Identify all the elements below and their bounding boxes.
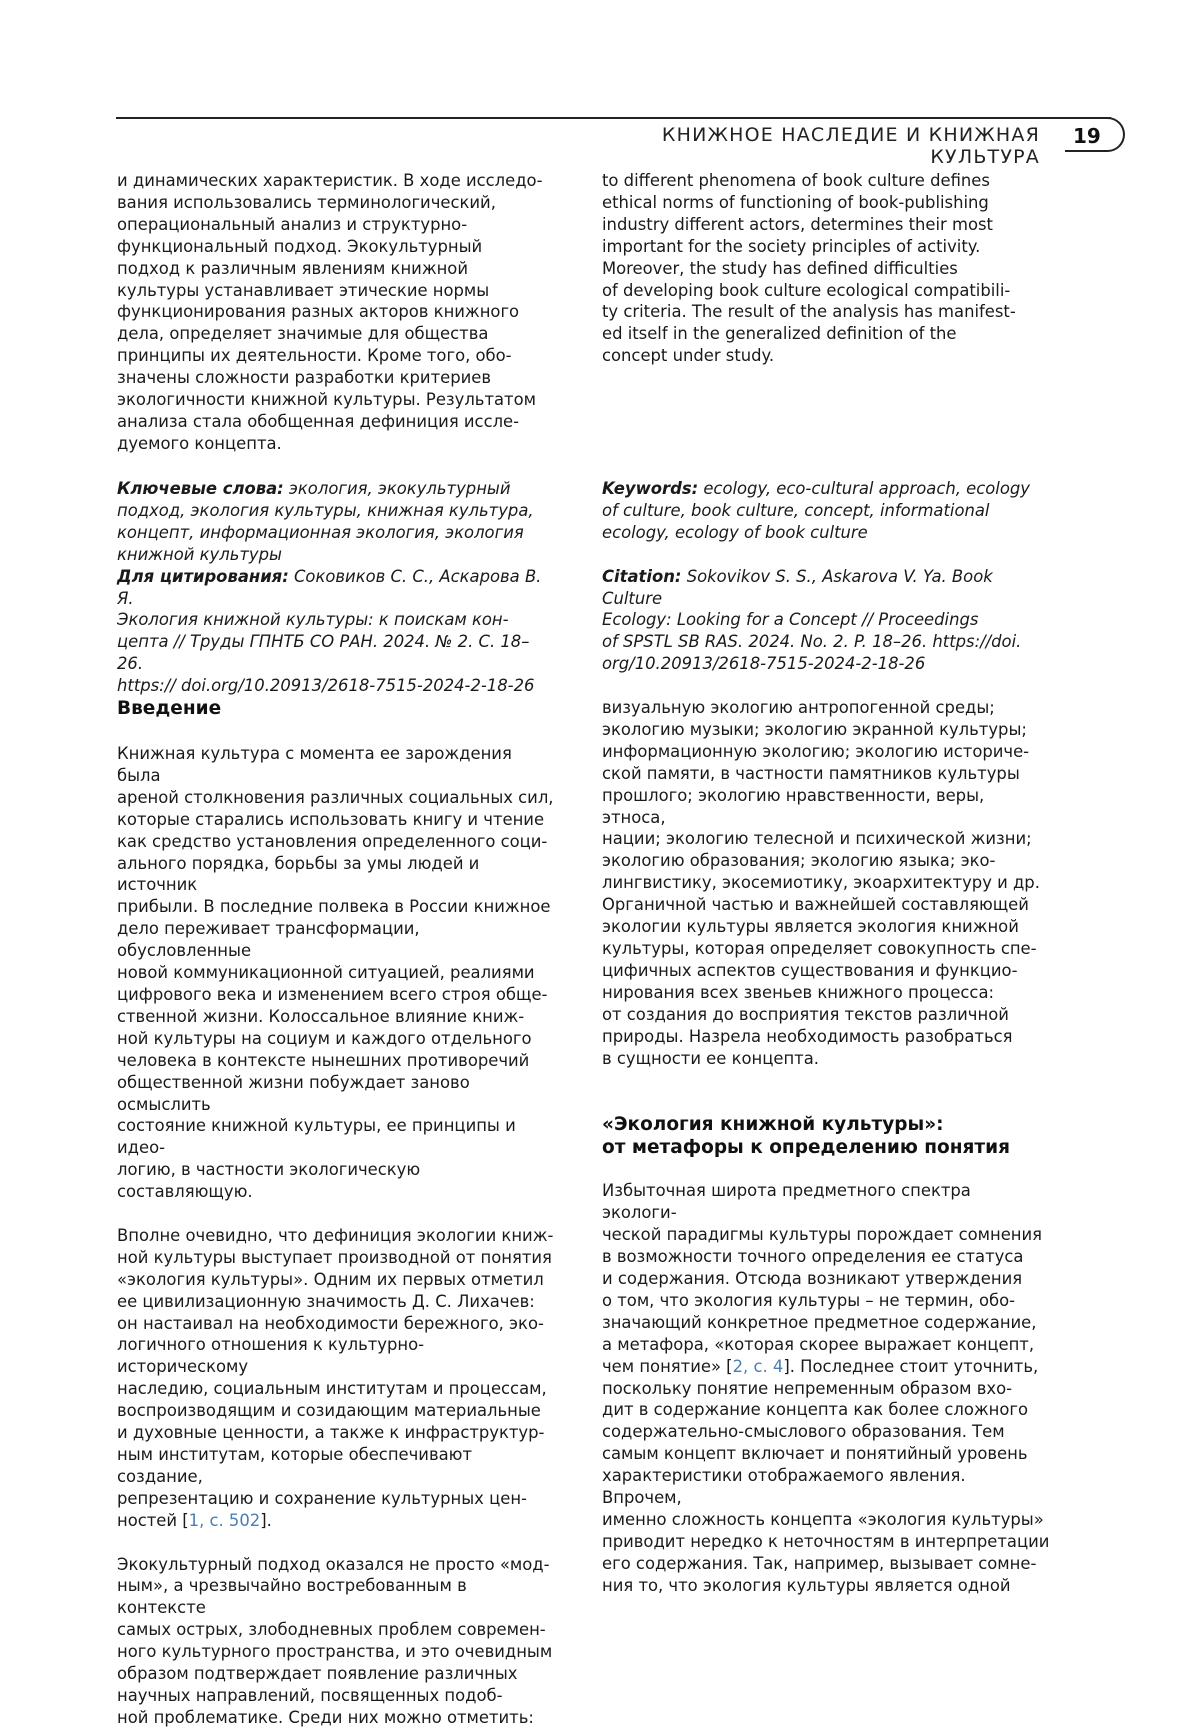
keywords-en: Keywords: ecology, eco-cultural approach, ecology of culture, book culture, concept, informational ecology, ecology of book culture Citation: Sokovikov S. S., Askarova V. Ya. Book Culture Ecology: Looking for a Concept // Proceedings of SPSTL SB RAS. 2024. No. 2. P. 18–26. https://doi. org/10.20913/2618-7515-2024-2-18-26 [602, 478, 1050, 675]
citation-link-1[interactable]: 1, с. 502 [189, 1511, 261, 1530]
intro-section [117, 697, 555, 1729]
section-heading: «Экология книжной культуры»: от метафоры к определению понятия [602, 1113, 1050, 1159]
keywords-ru: Ключевые слова: экология, экокультурный подход, экология культуры, книжная культура, концепт, информационная экология, экология книжной культуры Для цитирования: Соковиков С. С., Аскарова В. Я. Экология книжной культуры: к поискам кон- цепта // Труды ГПНТБ СО РАН. 2024. № 2. С. 18–26. https:// doi.org/10.20913/2618-7515-2024-2-18-26 [117, 478, 555, 697]
header-top-rule [116, 117, 1111, 119]
intro-paragraph-3: Экокультурный подход оказался не просто «мод- ным», а чрезвычайно востребованным в контексте самых острых, злободневных проблем современ- ного культурного пространства, и это очевидным образом подтверждает появление различных научных направлений, посвященных подоб- ной проблематике. Среди них можно отметить: [117, 1554, 555, 1729]
right-paragraph-2: Избыточная широта предметного спектра экологи- ческой парадигмы культуры порождает сомнения в возможности точного определения ее статуса и содержания. Отсюда возникают утверждения о том, что экология культуры – не термин, обо- значающий конкретное предметное содержание, а метафора, «которая скорее выражает концепт, чем понятие» [2, с. 4]. Последнее стоит уточнить, поскольку понятие непременным образом вхо- дит в содержание концепта как более сложного содержательно-смыслового образования. Тем самым концепт включает и понятийный уровень характеристики отображаемого явления. Впрочем, именно сложность концепта «экология культуры» приводит нередко к неточностям в интерпретации его содержания. Так, например, вызывает сомне- ния то, что экология культуры является одной [602, 1180, 1050, 1596]
keywords-en-label: Keywords: [602, 479, 698, 498]
citation-en: Citation: Sokovikov S. S., Askarova V. Ya. Book Culture Ecology: Looking for a Concept // Proceedings of SPSTL SB RAS. 2024. No. 2. P. 18–26. https://doi. org/10.20913/2618-7515-2024-2-18-26 [602, 566, 1050, 676]
abstract-ru-text: и динамических характеристик. В ходе исследо- вания использовались терминологический, операциональный анализ и структурно- функциональный подход. Экокультурный подход к различным явлениям книжной культуры устанавливает этические нормы функционирования разных акторов книжного дела, определяет значимые для общества принципы их деятельности. Кроме того, обо- значены сложности разработки критериев экологичности книжной культуры. Результатом анализа стала обобщенная дефиниция иссле- дуемого концепта. [117, 170, 555, 455]
abstract-en-text: to different phenomena of book culture defines ethical norms of functioning of book-publishing industry different actors, determines their most important for the society principles of activity. Moreover, the study has defined difficulties of developing book culture ecological compatibili- ty criteria. The result of the analysis has manifest- ed itself in the generalized definition of the concept under study. [602, 170, 1050, 367]
citation-link-2[interactable]: 2, с. 4 [733, 1357, 784, 1376]
running-title: КНИЖНОЕ НАСЛЕДИЕ И КНИЖНАЯ КУЛЬТУРА [580, 124, 1040, 168]
right-paragraph-1: визуальную экологию антропогенной среды; экологию музыки; экологию экранной культуры; информационную экологию; экологию историче- ской памяти, в частности памятников культуры прошлого; экологию нравственности, веры, этноса, нации; экологию телесной и психической жизни; экологию образования; экологию языка; эко- лингвистику, экосемиотику, экоархитектуру и др. Органичной частью и важнейшей составляющей экологии культуры является экология книжной культуры, которая определяет совокупность спе- цифичных аспектов существования и функцио- нирования всех звеньев книжного процесса: от создания до восприятия текстов различной природы. Назрела необходимость разобраться в сущности ее концепта. [602, 697, 1050, 1069]
intro-paragraph-2: Вполне очевидно, что дефиниция экологии книж- ной культуры выступает производной от понятия «экология культуры». Одним их первых отметил ее цивилизационную значимость Д. С. Лихачев: он настаивал на необходимости бережного, эко- логичного отношения к культурно-историческому наследию, социальным институтам и процессам, воспроизводящим и созидающим материальные и духовные ценности, а также к инфраструктур- ным институтам, которые обеспечивают создание, репрезентацию и сохранение культурных цен- ностей [1, с. 502]. [117, 1225, 555, 1532]
page-number-tab [1065, 117, 1125, 152]
intro-paragraph-1: Книжная культура с момента ее зарождения была ареной столкновения различных социальных сил, которые старались использовать книгу и чтение как средство установления определенного соци- ального порядка, борьбы за умы людей и источник прибыли. В последние полвека в России книжное дело переживает трансформации, обусловленные новой коммуникационной ситуацией, реалиями цифрового века и изменением всего строя обще- ственной жизни. Колоссальное влияние книж- ной культуры на социум и каждого отдельного человека в контексте нынешних противоречий общественной жизни побуждает заново осмыслить состояние книжной культуры, ее принципы и идео- логию, в частности экологическую составляющую. [117, 743, 555, 1203]
citation-ru-label: Для цитирования: [117, 567, 289, 586]
abstract-ru-end [117, 170, 555, 455]
citation-ru: Для цитирования: Соковиков С. С., Аскарова В. Я. Экология книжной культуры: к поискам кон- цепта // Труды ГПНТБ СО РАН. 2024. № 2. С. 18–26. https:// doi.org/10.20913/2618-7515-2024-2-18-26 [117, 566, 555, 697]
keywords-ru-label: Ключевые слова: [117, 479, 284, 498]
page-number: 19 [1073, 124, 1101, 148]
abstract-en-end [602, 170, 1050, 367]
intro-heading: Введение [117, 697, 555, 720]
right-body [602, 697, 1050, 1597]
citation-en-label: Citation: [602, 567, 681, 586]
